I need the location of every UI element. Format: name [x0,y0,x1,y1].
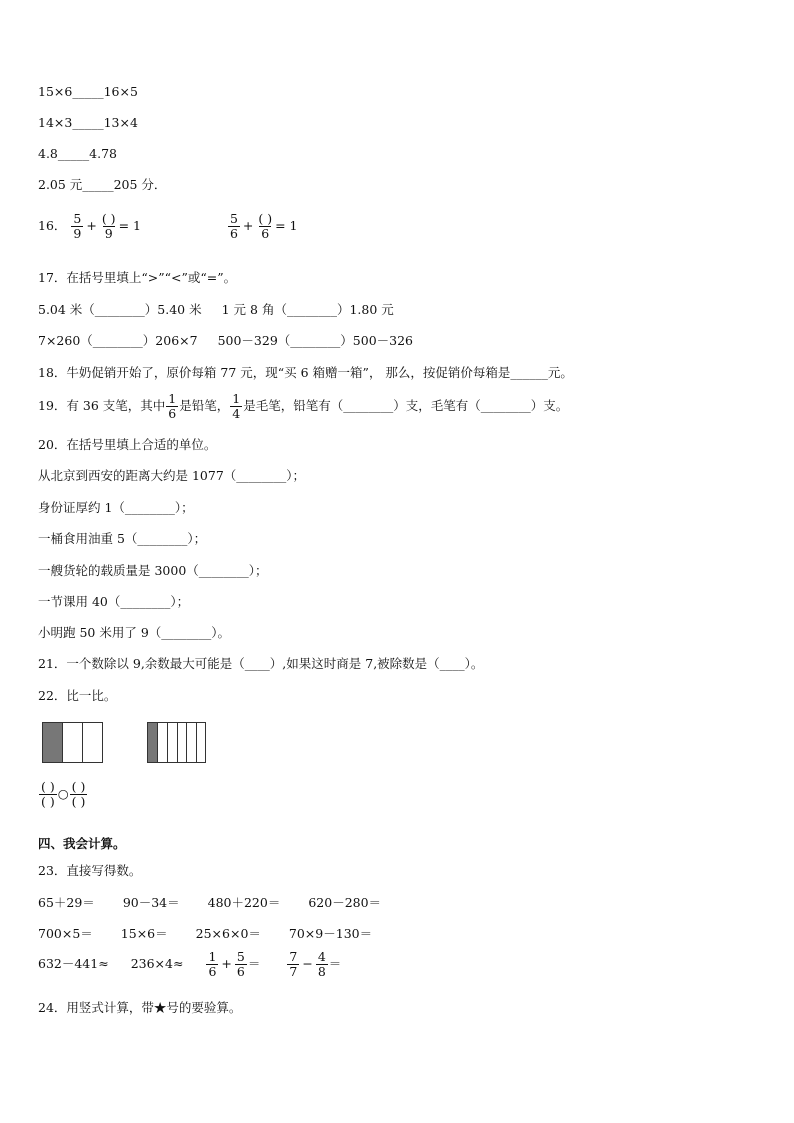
compare-left: 15×6 [38,84,73,99]
question-16: 16． $\frac{5}{9}$ + $\frac{( )}{9}$ = 1 $\frac{5}{6}$ + $\frac{( )}{6}$ = 1 [38,211,298,241]
question-number: 16． [38,218,67,233]
question-23-row-2: 700×5＝ 15×6＝ 25×6×0＝ 70×9－130＝ [38,926,373,941]
fraction-bar-thirds [42,722,104,764]
question-19: 19．有 36 支笔，其中 $\frac{1}{6}$ 是铅笔， $\frac{1}{4}$ 是毛笔，铅笔有（________）支，毛笔有（________）支。 [38,391,569,421]
compare-left: 14×3 [38,115,73,130]
question-23-title: 23．直接写得数。 [38,863,142,878]
fraction: $\frac{1}{6}$ [168,391,177,421]
question-22-title: 22．比一比。 [38,688,117,703]
question-23-row-1: 65＋29＝ 90－34＝ 480＋220＝ 620－280＝ [38,895,382,910]
answer-blank[interactable]: _____ [72,84,104,99]
compare-row-1 [38,84,138,100]
fraction: $\frac{4}{8}$ [317,949,326,979]
question-21: 21．一个数除以 9,余数最大可能是（____）,如果这时商是 7,被除数是（____）。 [38,656,484,671]
answer-blank[interactable]: _____ [82,177,114,192]
compare-circle[interactable]: ○ [57,786,69,801]
fraction-blank[interactable]: $\frac{( )}{6}$ [258,211,273,241]
fraction-blank[interactable]: $\frac{( )}{( )}$ [71,779,86,809]
fraction: $\frac{1}{4}$ [232,391,241,421]
compare-right: 205 分． [113,177,167,192]
fraction-bar-sixths [147,722,207,764]
question-23-row-3: 632－441≈ 236×4≈ $\frac{1}{6}$ + $\frac{5}{6}$ ＝ $\frac{7}{7}$ − $\frac{4}{8}$ ＝ [38,949,342,979]
question-20-item: 一节课用 40（________）； [38,594,190,609]
compare-right: 16×5 [103,84,138,99]
question-18: 18．牛奶促销开始了，原价每箱 77 元，现“买 6 箱赠一箱”， 那么，按促销价每箱是______元。 [38,365,573,380]
question-20-item: 小明跑 50 米用了 9（________）。 [38,625,231,640]
question-22-answer [38,780,88,809]
question-20-item: 从北京到西安的距离大约是 1077（________）； [38,468,306,483]
question-20-item: 一桶食用油重 5（________）； [38,531,207,546]
compare-row-3 [38,146,117,162]
bar-shaded-part [43,723,63,763]
fraction: $\frac{5}{6}$ [229,211,238,241]
compare-left: 4.8 [38,146,58,161]
section-heading: 四、我会计算。 [38,836,126,851]
question-20-item: 身份证厚约 1（________）； [38,500,194,515]
answer-blank[interactable]: _____ [72,115,104,130]
fraction: $\frac{7}{7}$ [289,949,298,979]
compare-right: 13×4 [103,115,138,130]
compare-row-4 [38,177,166,193]
compare-right: 4.78 [89,146,117,161]
question-17-row-2: 7×260（________）206×7 500－329（________）500－326 [38,333,414,348]
question-17-row-1: 5.04 米（________）5.40 米 1 元 8 角（________）1.80 元 [38,302,394,317]
fraction: $\frac{5}{6}$ [236,949,245,979]
compare-left: 2.05 元 [38,177,83,192]
fraction: $\frac{5}{9}$ [73,211,82,241]
question-24: 24．用竖式计算，带★号的要验算。 [38,1000,242,1015]
answer-blank[interactable]: _____ [57,146,90,161]
fraction-blank[interactable]: $\frac{( )}{9}$ [101,211,116,241]
fraction-blank[interactable]: $\frac{( )}{( )}$ [41,779,55,809]
fraction: $\frac{1}{6}$ [208,949,217,979]
question-20-item: 一艘货轮的载质量是 3000（________）； [38,563,268,578]
question-20-title: 20．在括号里填上合适的单位。 [38,437,217,452]
compare-row-2 [38,115,138,131]
question-17-title: 17．在括号里填上“>”“<”或“=”。 [38,270,237,285]
bar-shaded-part [148,723,158,763]
